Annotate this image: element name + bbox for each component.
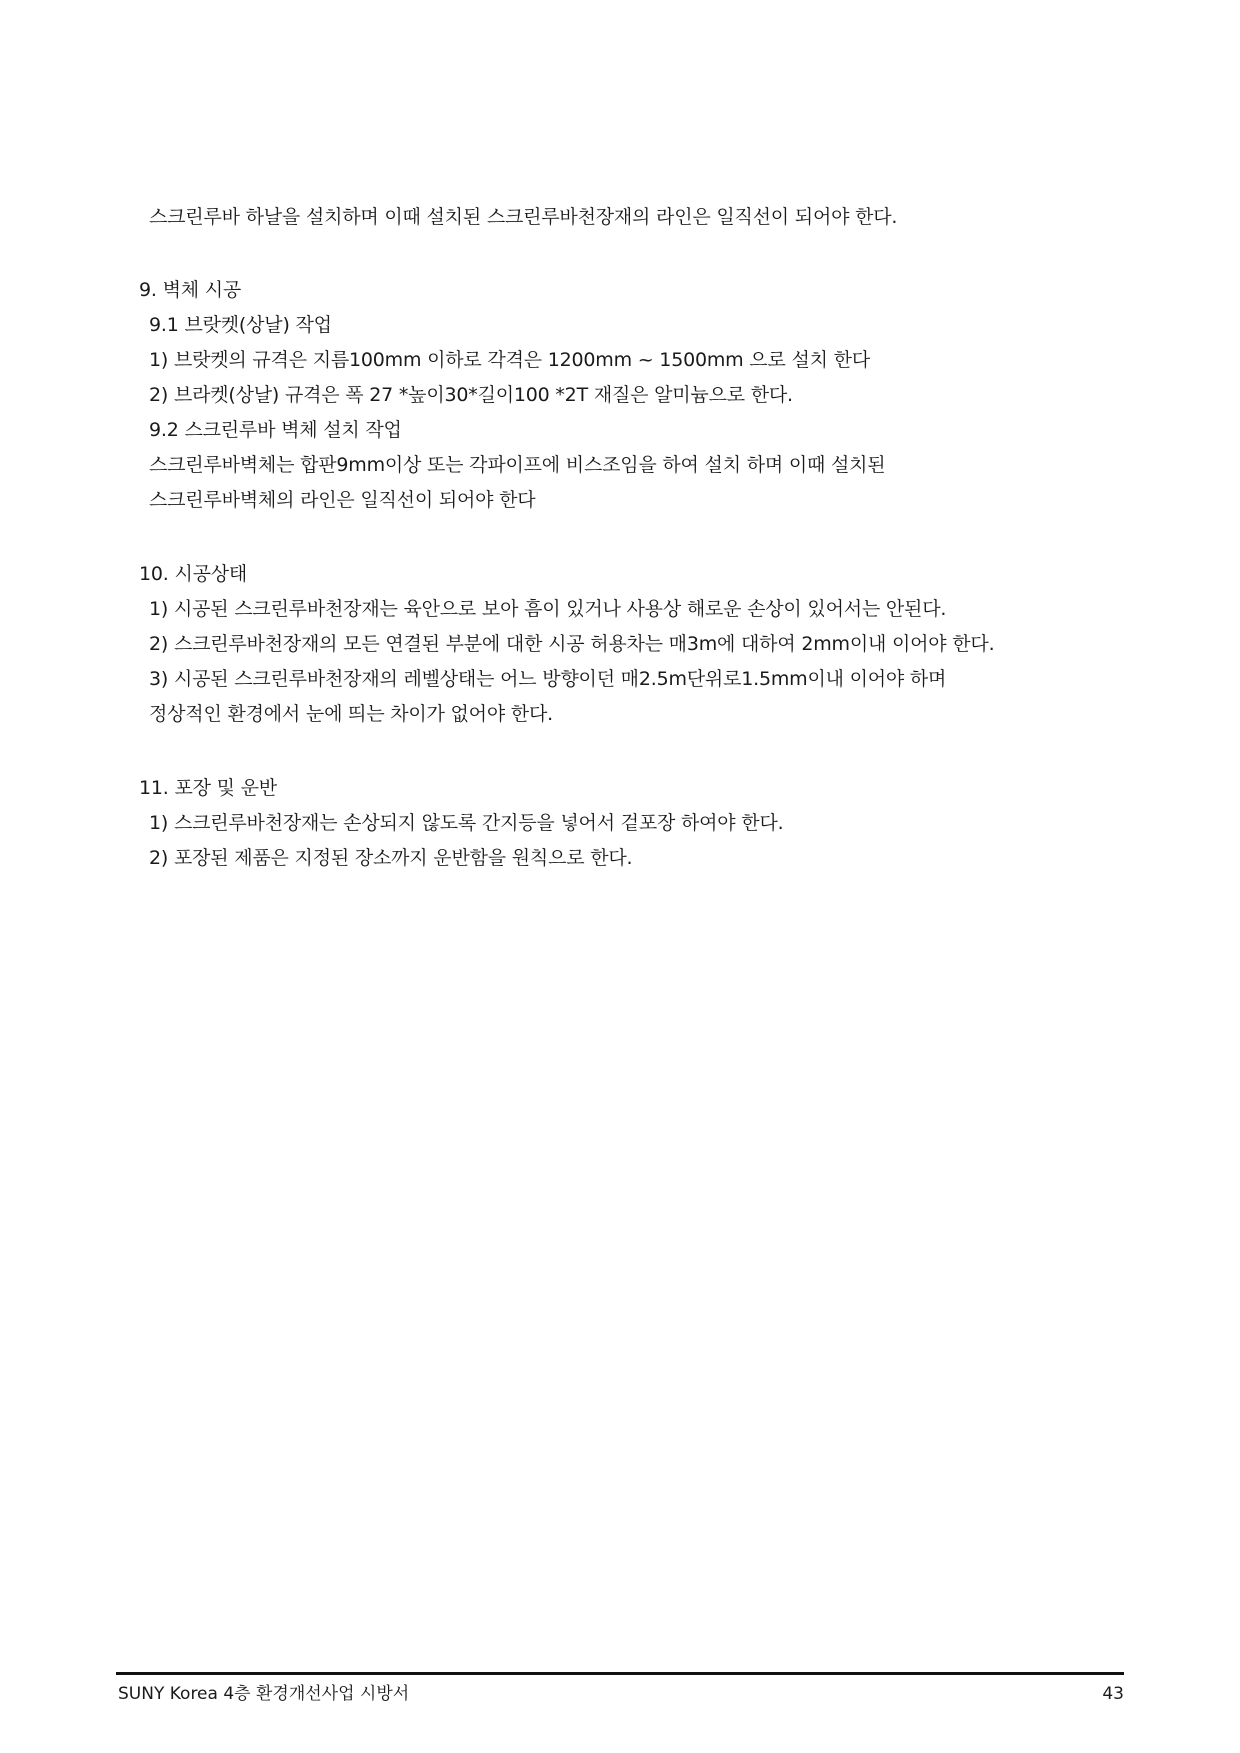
paragraph-line: 스크린루바벽체는 합판9mm이상 또는 각파이프에 비스조임을 하여 설치 하며 이때 설치된 xyxy=(149,454,886,476)
paragraph-continuation: 스크린루바 하날을 설치하며 이때 설치된 스크린루바천장재의 라인은 일직선이 되어야 한다. xyxy=(149,206,898,228)
footer-page-number: 43 xyxy=(1102,1684,1124,1704)
list-item: 3) 시공된 스크린루바천장재의 레벨상태는 어느 방향이던 매2.5m단위로1.5mm이내 이어야 하며 xyxy=(149,668,947,690)
list-item: 1) 시공된 스크린루바천장재는 육안으로 보아 흠이 있거나 사용상 해로운 손상이 있어서는 안된다. xyxy=(149,598,947,620)
section-heading-11: 11. 포장 및 운반 xyxy=(139,777,277,799)
list-item: 2) 브라켓(상날) 규격은 폭 27 *높이30*길이100 *2T 재질은 알미늄으로 한다. xyxy=(149,384,793,406)
list-item-continuation: 정상적인 환경에서 눈에 띄는 차이가 없어야 한다. xyxy=(149,703,553,725)
section-heading-10: 10. 시공상태 xyxy=(139,563,248,585)
subsection-heading-9-2: 9.2 스크린루바 벽체 설치 작업 xyxy=(149,419,402,441)
section-heading-9: 9. 벽체 시공 xyxy=(139,279,242,301)
footer-document-title: SUNY Korea 4층 환경개선사업 시방서 xyxy=(118,1684,410,1704)
list-item: 2) 스크린루바천장재의 모든 연결된 부분에 대한 시공 허용차는 매3m에 대하여 2mm이내 이어야 한다. xyxy=(149,633,995,655)
subsection-heading-9-1: 9.1 브랏켓(상날) 작업 xyxy=(149,314,332,336)
list-item: 1) 브랏켓의 규격은 지름100mm 이하로 각격은 1200mm ~ 1500mm 으로 설치 한다 xyxy=(149,349,870,371)
paragraph-line: 스크린루바벽체의 라인은 일직선이 되어야 한다 xyxy=(149,489,536,511)
footer-divider xyxy=(116,1672,1124,1675)
list-item: 2) 포장된 제품은 지정된 장소까지 운반함을 원칙으로 한다. xyxy=(149,847,633,869)
list-item: 1) 스크린루바천장재는 손상되지 않도록 간지등을 넣어서 겉포장 하여야 한다. xyxy=(149,812,784,834)
